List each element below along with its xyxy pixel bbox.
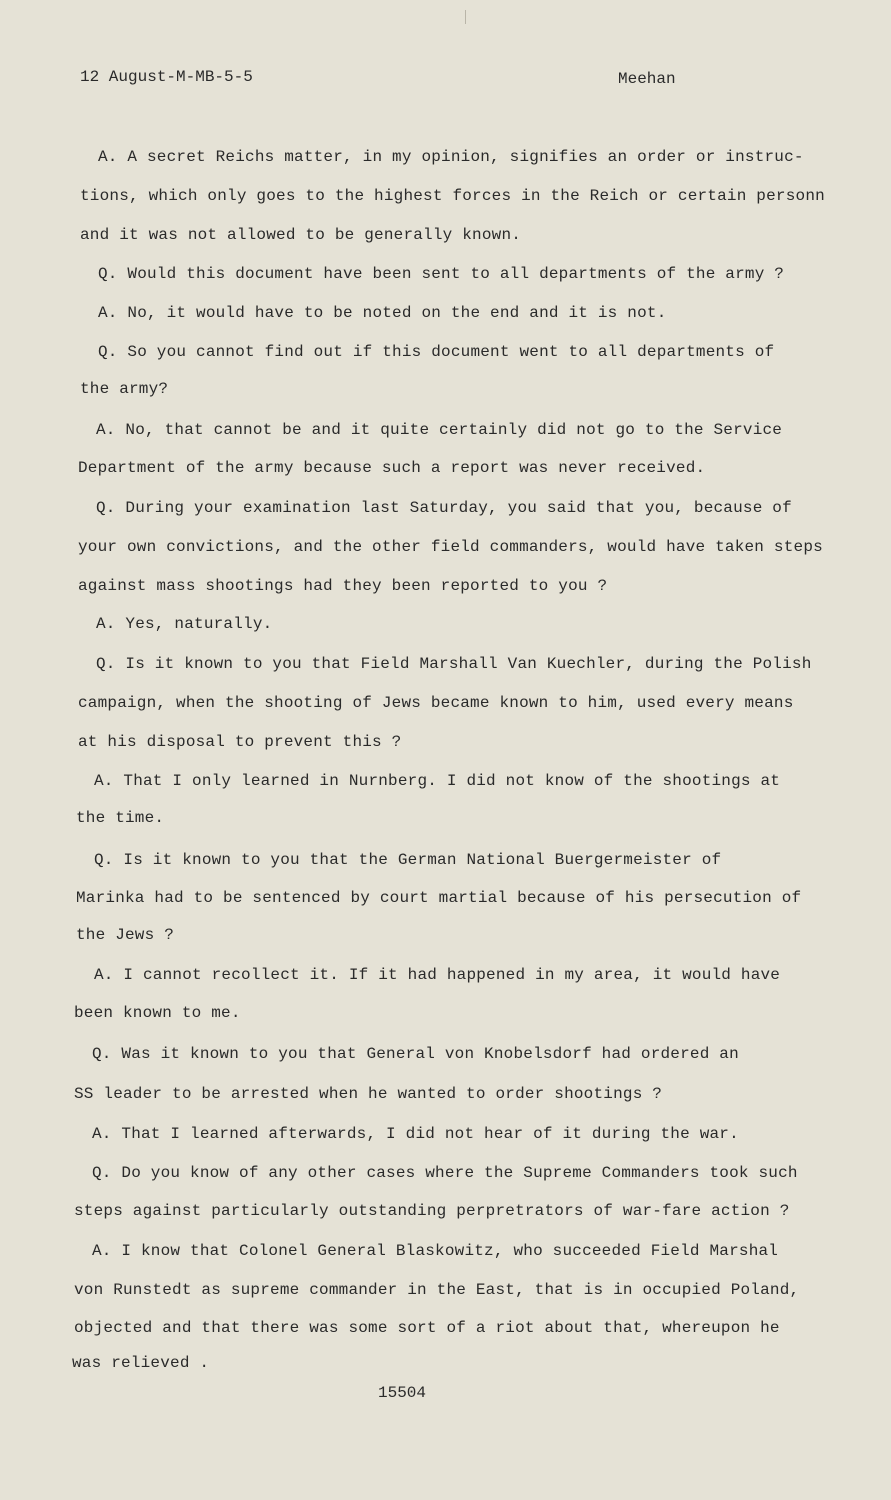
body-line: A. No, that cannot be and it quite certainly did not go to the Service (96, 421, 783, 439)
body-line: Department of the army because such a report was never received. (78, 459, 706, 477)
body-line: tions, which only goes to the highest forces in the Reich or certain personn (80, 187, 825, 205)
body-line: been known to me. (74, 1004, 241, 1022)
body-line: steps against particularly outstanding perpretrators of war-fare action ? (74, 1202, 790, 1220)
body-line: campaign, when the shooting of Jews became known to him, used every means (78, 694, 794, 712)
transcript-reference: 12 August-M-MB-5-5 (80, 68, 253, 86)
body-line: objected and that there was some sort of a riot about that, whereupon he (74, 1319, 780, 1337)
body-line: the Jews ? (76, 926, 175, 944)
body-line: A. That I learned afterwards, I did not hear of it during the war. (92, 1125, 739, 1143)
fold-mark (465, 10, 466, 24)
body-line: A. That I only learned in Nurnberg. I did not know of the shootings at (94, 772, 781, 790)
body-line: A. I know that Colonel General Blaskowitz, who succeeded Field Marshal (92, 1242, 779, 1260)
body-line: the army? (80, 380, 169, 398)
body-line: von Runstedt as supreme commander in the East, that is in occupied Poland, (74, 1281, 800, 1299)
body-line: at his disposal to prevent this ? (78, 733, 402, 751)
body-line: Marinka had to be sentenced by court martial because of his persecution of (76, 889, 802, 907)
body-line: Q. Is it known to you that Field Marshall Van Kuechler, during the Polish (96, 655, 812, 673)
reporter-name: Meehan (618, 70, 676, 88)
body-line: A. A secret Reichs matter, in my opinion, signifies an order or instruc- (98, 148, 804, 166)
body-line: A. No, it would have to be noted on the end and it is not. (98, 304, 667, 322)
body-line: Q. Is it known to you that the German National Buergermeister of (94, 851, 722, 869)
body-line: A. I cannot recollect it. If it had happened in my area, it would have (94, 966, 781, 984)
body-line: against mass shootings had they been reported to you ? (78, 577, 608, 595)
body-line: Q. Do you know of any other cases where the Supreme Commanders took such (92, 1164, 798, 1182)
body-line: the time. (76, 809, 165, 827)
body-line: A. Yes, naturally. (96, 615, 273, 633)
page-number: 15504 (378, 1384, 427, 1402)
body-line: and it was not allowed to be generally known. (80, 226, 522, 244)
body-line: SS leader to be arrested when he wanted to order shootings ? (74, 1085, 663, 1103)
body-line: Q. Was it known to you that General von Knobelsdorf had ordered an (92, 1045, 739, 1063)
body-line: Q. Would this document have been sent to all departments of the army ? (98, 265, 785, 283)
body-line: Q. So you cannot find out if this document went to all departments of (98, 343, 775, 361)
body-line: was relieved . (72, 1354, 210, 1372)
body-line: your own convictions, and the other field commanders, would have taken steps (78, 538, 823, 556)
body-line: Q. During your examination last Saturday, you said that you, because of (96, 499, 792, 517)
